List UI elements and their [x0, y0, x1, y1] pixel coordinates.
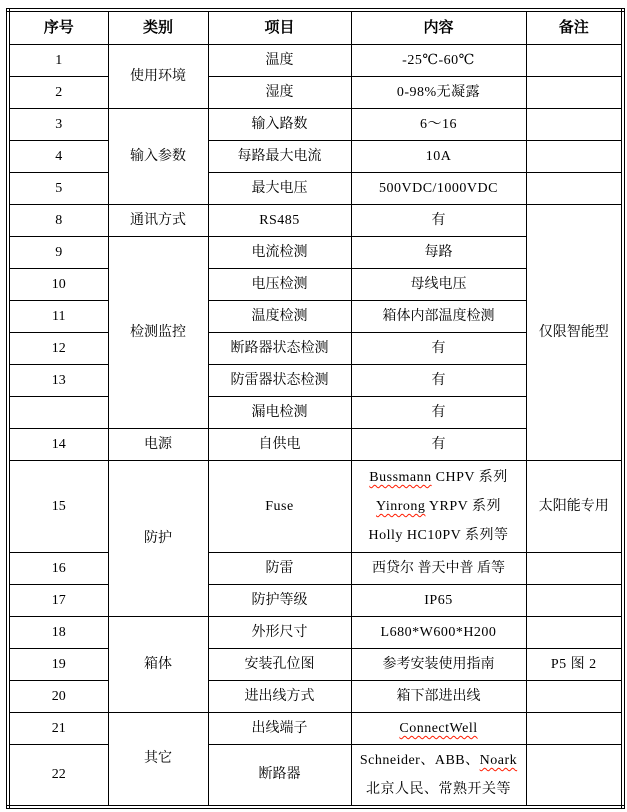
cell-serial: 19 — [8, 649, 108, 681]
cell-note — [526, 713, 623, 745]
cell-item: 外形尺寸 — [208, 617, 351, 649]
cell-content: 箱体内部温度检测 — [351, 301, 526, 333]
cell-item: 漏电检测 — [208, 397, 351, 429]
cell-category: 其它 — [108, 713, 208, 808]
cell-serial: 15 — [8, 461, 108, 553]
cell-note: P5 图 2 — [526, 649, 623, 681]
cell-note: 太阳能专用 — [526, 461, 623, 553]
misspelled-word: ConnectWell — [399, 720, 478, 736]
cell-serial: 2 — [8, 77, 108, 109]
cell-content: 500VDC/1000VDC — [351, 173, 526, 205]
cell-content: -25℃-60℃ — [351, 45, 526, 77]
content-line: Bussmann CHPV 系列 — [369, 470, 508, 485]
cell-content: 每路 — [351, 237, 526, 269]
content-line: Schneider、ABB、Noark — [359, 753, 518, 768]
cell-item: 电压检测 — [208, 269, 351, 301]
cell-item: 断路器 — [208, 745, 351, 808]
cell-content — [351, 745, 526, 808]
cell-serial: 13 — [8, 365, 108, 397]
cell-serial: 12 — [8, 333, 108, 365]
cell-note — [526, 617, 623, 649]
cell-content: 10A — [351, 141, 526, 173]
cell-note — [526, 553, 623, 585]
cell-serial: 3 — [8, 109, 108, 141]
cell-content: IP65 — [351, 585, 526, 617]
cell-note — [526, 77, 623, 109]
header-note: 备注 — [526, 10, 623, 45]
table-row — [8, 45, 623, 77]
cell-content — [351, 713, 526, 745]
cell-item: 湿度 — [208, 77, 351, 109]
cell-note — [526, 141, 623, 173]
cell-item: 温度 — [208, 45, 351, 77]
table-row — [8, 205, 623, 237]
cell-content: 西贷尔 普天中普 盾等 — [351, 553, 526, 585]
header-content: 内容 — [351, 10, 526, 45]
cell-content: 0-98%无凝露 — [351, 77, 526, 109]
cell-category: 电源 — [108, 429, 208, 461]
cell-category: 输入参数 — [108, 109, 208, 205]
cell-note — [526, 109, 623, 141]
cell-category: 防护 — [108, 461, 208, 617]
table-row — [8, 745, 623, 808]
table-row — [8, 109, 623, 141]
cell-content: 有 — [351, 333, 526, 365]
table-row — [8, 461, 623, 553]
table-row — [8, 713, 623, 745]
table-row — [8, 617, 623, 649]
cell-serial: 17 — [8, 585, 108, 617]
header-category: 类别 — [108, 10, 208, 45]
cell-content: 有 — [351, 205, 526, 237]
spec-table — [6, 8, 625, 809]
cell-serial: 1 — [8, 45, 108, 77]
cell-category: 箱体 — [108, 617, 208, 713]
misspelled-word: Bussmann — [369, 470, 432, 485]
cell-category: 检测监控 — [108, 237, 208, 429]
cell-content: 有 — [351, 397, 526, 429]
cell-item: 出线端子 — [208, 713, 351, 745]
cell-serial: 9 — [8, 237, 108, 269]
table-row — [8, 553, 623, 585]
cell-item: 电流检测 — [208, 237, 351, 269]
cell-content: 有 — [351, 429, 526, 461]
cell-item: 最大电压 — [208, 173, 351, 205]
cell-note — [526, 745, 623, 808]
cell-serial: 4 — [8, 141, 108, 173]
content-line: Yinrong YRPV 系列 — [376, 499, 501, 514]
cell-item: Fuse — [208, 461, 351, 553]
cell-serial: 14 — [8, 429, 108, 461]
cell-item: 防护等级 — [208, 585, 351, 617]
table-row — [8, 141, 623, 173]
cell-content: 参考安装使用指南 — [351, 649, 526, 681]
cell-item: 每路最大电流 — [208, 141, 351, 173]
header-serial: 序号 — [8, 10, 108, 45]
cell-serial: 18 — [8, 617, 108, 649]
cell-serial: 21 — [8, 713, 108, 745]
table-row — [8, 681, 623, 713]
cell-content: 有 — [351, 365, 526, 397]
cell-category: 通讯方式 — [108, 205, 208, 237]
cell-content — [351, 461, 526, 553]
cell-serial: 8 — [8, 205, 108, 237]
cell-serial: 20 — [8, 681, 108, 713]
content-line: 北京人民、常熟开关等 — [366, 782, 511, 797]
cell-item: 断路器状态检测 — [208, 333, 351, 365]
table-row — [8, 585, 623, 617]
cell-serial: 11 — [8, 301, 108, 333]
cell-note — [526, 585, 623, 617]
cell-item: 温度检测 — [208, 301, 351, 333]
header-item: 项目 — [208, 10, 351, 45]
misspelled-word: Yinrong — [376, 499, 426, 514]
cell-item: 自供电 — [208, 429, 351, 461]
cell-serial — [8, 397, 108, 429]
cell-note — [526, 45, 623, 77]
cell-content: L680*W600*H200 — [351, 617, 526, 649]
header-row — [8, 10, 623, 45]
cell-note — [526, 681, 623, 713]
cell-item: 防雷 — [208, 553, 351, 585]
cell-content: 箱下部进出线 — [351, 681, 526, 713]
cell-serial: 10 — [8, 269, 108, 301]
cell-item: 安装孔位图 — [208, 649, 351, 681]
cell-content: 母线电压 — [351, 269, 526, 301]
cell-note — [526, 173, 623, 205]
cell-item: 输入路数 — [208, 109, 351, 141]
table-row — [8, 173, 623, 205]
cell-note: 仅限智能型 — [526, 205, 623, 461]
cell-category: 使用环境 — [108, 45, 208, 109]
table-row — [8, 649, 623, 681]
table-row — [8, 77, 623, 109]
cell-content: 6～16 — [351, 109, 526, 141]
cell-serial: 16 — [8, 553, 108, 585]
cell-item: RS485 — [208, 205, 351, 237]
cell-item: 进出线方式 — [208, 681, 351, 713]
content-line: Holly HC10PV 系列等 — [368, 528, 509, 543]
misspelled-word: Noark — [479, 753, 518, 768]
cell-serial: 22 — [8, 745, 108, 808]
cell-serial: 5 — [8, 173, 108, 205]
cell-item: 防雷器状态检测 — [208, 365, 351, 397]
